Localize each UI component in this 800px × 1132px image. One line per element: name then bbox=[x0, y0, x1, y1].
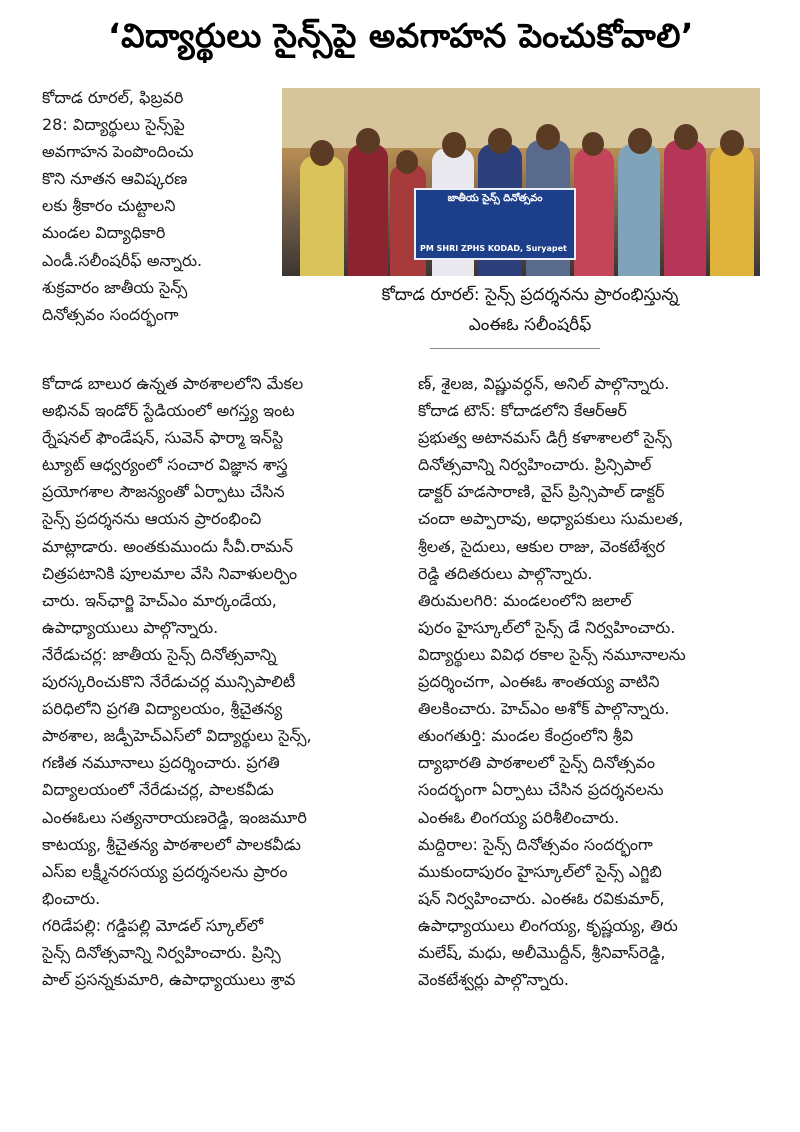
photo-person bbox=[710, 146, 754, 276]
photo-person bbox=[300, 156, 344, 276]
article-line: నేరేడుచర్ల: జాతీయ సైన్స్‌ దినోత్సవాన్ని bbox=[42, 644, 277, 664]
article-line: పరిధిలోని ప్రగతి విద్యాలయం, శ్రీచైతన్య bbox=[42, 699, 283, 719]
article-line: మద్దిరాల: సైన్స్‌ దినోత్సవం సందర్భంగా bbox=[418, 834, 653, 854]
article-line: వెంకటేశ్వర్లు పాల్గొన్నారు. bbox=[418, 970, 569, 990]
article-line: రెడ్డి తదితరులు పాల్గొన్నారు. bbox=[418, 563, 593, 583]
article-line: తిలకించారు. హెచ్‌ఎం అశోక్‌ పాల్గొన్నారు. bbox=[418, 699, 670, 719]
article-line: మాట్లాడారు. అంతకుముందు సీవీ.రామన్‌ bbox=[42, 536, 294, 556]
caption-divider bbox=[430, 348, 600, 349]
article-line: అభినవ్‌ ఇండోర్‌ స్టేడియంలో అగస్త్య ఇంట bbox=[42, 401, 295, 421]
article-line: కోదాడ టౌన్‌: కోదాడలోని కేఆర్‌ఆర్‌ bbox=[418, 401, 627, 421]
article-line: చిత్రపటానికి పూలమాల వేసి నివాళులర్పిం bbox=[42, 563, 298, 583]
photo-person bbox=[348, 144, 388, 276]
article-line: ముకుందాపురం హైస్కూల్‌లో సైన్స్‌ ఎగ్జిబి bbox=[418, 861, 662, 881]
article-line: శుక్రవారం జాతీయ సైన్స్‌ bbox=[42, 277, 188, 297]
banner-title: జాతీయ సైన్స్ దినోత్సవం bbox=[447, 193, 543, 204]
article-line: తిరుమలగిరి: మండలంలోని జలాల్‌ bbox=[418, 590, 632, 610]
article-line: ప్రయోగశాల సౌజన్యంతో ఏర్పాటు చేసిన bbox=[42, 482, 285, 502]
article-line: ఎండీ.సలీంషరీఫ్‌ అన్నారు. bbox=[42, 250, 203, 270]
event-banner bbox=[414, 188, 576, 260]
article-line: ర్నేషనల్‌ ఫౌండేషన్‌, సువెన్‌ ఫార్మా ఇన్‌స్టి bbox=[42, 428, 284, 448]
news-photo bbox=[282, 88, 760, 276]
photo-person-head bbox=[356, 128, 380, 154]
article-line: సైన్స్‌ దినోత్సవాన్ని నిర్వహించారు. ప్రిన్సి bbox=[42, 942, 281, 962]
article-line: ఉపాధ్యాయులు పాల్గొన్నారు. bbox=[42, 617, 219, 637]
article-line: లకు శ్రీకారం చుట్టాలని bbox=[42, 196, 176, 216]
article-line: గణిత నమూనాలు ప్రదర్శించారు. ప్రగతి bbox=[42, 753, 280, 773]
article-line: విద్యార్థులు వివిధ రకాల సైన్స్‌ నమూనాలను bbox=[418, 644, 686, 664]
article-line: ప్రదర్శించగా, ఎంఈఓ శాంతయ్య వాటిని bbox=[418, 672, 660, 692]
photo-person-head bbox=[720, 130, 744, 156]
photo-person-head bbox=[628, 128, 652, 154]
article-line: విద్యాలయంలో నేరేడుచర్ల, పాలకవీడు bbox=[42, 780, 274, 800]
article-line: సందర్భంగా ఏర్పాటు చేసిన ప్రదర్శనలను bbox=[418, 780, 664, 800]
article-column-left-top bbox=[42, 84, 270, 328]
photo-person-head bbox=[582, 132, 604, 156]
article-line: భించారు. bbox=[42, 888, 101, 908]
banner-school: PM SHRI ZPHS KODAD, Suryapet bbox=[420, 244, 567, 253]
article-line: కాటయ్య, శ్రీచైతన్య పాఠశాలలో పాలకవీడు bbox=[42, 834, 301, 854]
article-line: చందా అప్పారావు, అధ్యాపకులు సుమలత, bbox=[418, 509, 684, 529]
article-line: ఉపాధ్యాయులు లింగయ్య, కృష్ణయ్య, తిరు bbox=[418, 915, 678, 935]
article-line: తుంగతుర్తి: మండల కేంద్రంలోని శ్రీవి bbox=[418, 726, 634, 746]
headline: ‘విద్యార్థులు సైన్స్‌పై అవగాహన పెంచుకోవాలి’ bbox=[108, 16, 694, 55]
article-line: దినోత్సవం సందర్భంగా bbox=[42, 304, 179, 324]
photo-person-head bbox=[488, 128, 512, 154]
article-line: కోదాడ రూరల్‌, ఫిబ్రవరి bbox=[42, 88, 184, 107]
photo-person-head bbox=[396, 150, 418, 174]
article-line: ణ్‌, శైలజ, విష్ణువర్ధన్‌, అనిల్‌ పాల్గొన్నారు. bbox=[418, 374, 670, 393]
article-line: అవగాహన పెంపొందించు bbox=[42, 142, 194, 162]
photo-person-head bbox=[536, 124, 560, 150]
article-line: మలేష్‌, మధు, అలీమొద్దీన్‌, శ్రీనివాస్‌రెడ్డి, bbox=[418, 942, 666, 962]
article-line: ట్యూట్‌ ఆధ్వర్యంలో సంచార విజ్ఞాన శాస్త్ర bbox=[42, 455, 288, 475]
photo-person bbox=[618, 144, 660, 276]
article-line: మండల విద్యాధికారి bbox=[42, 223, 166, 243]
article-line: ఎస్‌ఐ లక్ష్మీనరసయ్య ప్రదర్శనలను ప్రారం bbox=[42, 861, 288, 881]
article-line: చారు. ఇన్‌ఛార్జి హెచ్‌ఎం మార్కండేయ, bbox=[42, 590, 277, 610]
article-line: 28: విద్యార్థులు సైన్స్‌పై bbox=[42, 115, 185, 135]
article-line: పాల్‌ ప్రసన్నకుమారి, ఉపాధ్యాయులు శ్రావ bbox=[42, 970, 296, 990]
photo-person-head bbox=[310, 140, 334, 166]
article-line: షన్‌ నిర్వహించారు. ఎంఈఓ రవికుమార్‌, bbox=[418, 888, 665, 908]
article-line: ప్రభుత్వ అటానమస్‌ డిగ్రీ కళాశాలలో సైన్స్‌ bbox=[418, 428, 672, 448]
photo-person-head bbox=[442, 132, 466, 158]
photo-person-head bbox=[674, 124, 698, 150]
photo-caption bbox=[300, 280, 760, 340]
article-line: పురం హైస్కూల్‌లో సైన్స్‌ డే నిర్వహించారు. bbox=[418, 617, 676, 637]
photo-person bbox=[664, 140, 706, 276]
photo-person bbox=[574, 148, 614, 276]
article-column-right bbox=[418, 370, 763, 993]
article-line: ద్యాభారతి పాఠశాలలో సైన్స్‌ దినోత్సవం bbox=[418, 753, 655, 773]
article-line: ఎంఈఓ లింగయ్య పరిశీలించారు. bbox=[418, 807, 620, 827]
article-line: కొని నూతన ఆవిష్కరణ bbox=[42, 169, 188, 189]
article-line: కోదాడ బాలుర ఉన్నత పాఠశాలలోని మేకల bbox=[42, 374, 304, 393]
article-line: దినోత్సవాన్ని నిర్వహించారు. ప్రిన్సిపాల్‌ bbox=[418, 455, 652, 475]
caption-line-2: ఎంఈఓ సలీంషరీఫ్‌ bbox=[468, 315, 592, 335]
article-column-left bbox=[42, 370, 395, 993]
article-line: పాఠశాల, జడ్పీహెచ్‌ఎస్‌లో విద్యార్థులు సైన్స్‌, bbox=[42, 726, 312, 746]
article-line: గరిడేపల్లి: గడ్డిపల్లి మోడల్‌ స్కూల్‌లో bbox=[42, 915, 264, 935]
article-line: సైన్స్‌ ప్రదర్శనను ఆయన ప్రారంభించి bbox=[42, 509, 262, 529]
caption-line-1: కోదాడ రూరల్‌: సైన్స్‌ ప్రదర్శనను ప్రారంభిస్తున్న bbox=[381, 285, 679, 305]
article-line: ఎంఈఓలు సత్యనారాయణరెడ్డి, ఇంజమూరి bbox=[42, 807, 307, 827]
article-line: శ్రీలత, సైదులు, ఆకుల రాజు, వెంకటేశ్వర bbox=[418, 536, 666, 556]
article-line: డాక్టర్‌ హడసారాణి, వైస్‌ ప్రిన్సిపాల్‌ డాక్టర్‌ bbox=[418, 482, 665, 502]
article-line: పురస్కరించుకొని నేరేడుచర్ల మున్సిపాలిటీ bbox=[42, 672, 296, 692]
